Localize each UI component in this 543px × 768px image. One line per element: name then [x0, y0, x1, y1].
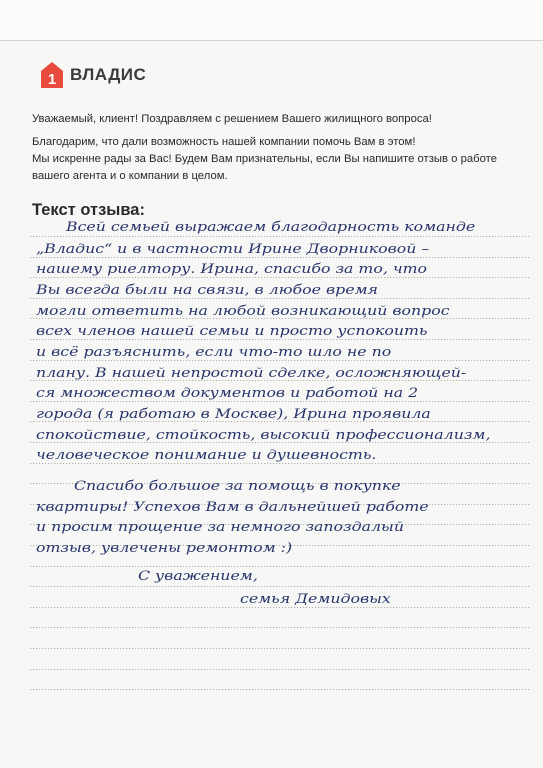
handwritten-line: всех членов нашей семьи и просто успокоить: [36, 323, 428, 338]
handwritten-line: Вы всегда были на связи, в любое время: [36, 282, 378, 297]
handwritten-line: „Владис“ и в частности Ирине Дворниковой –: [36, 241, 430, 256]
handwritten-line: плану. В нашей непростой сделке, осложняющей-: [36, 365, 467, 380]
handwritten-line: ся множеством документов и работой на 2: [36, 385, 419, 400]
handwritten-line: семья Демидовых: [240, 591, 391, 606]
handwritten-line: С уважением,: [138, 568, 258, 583]
handwritten-line: Всей семьей выражаем благодарность команде: [66, 219, 476, 234]
handwritten-line: Спасибо большое за помощь в покупке: [74, 478, 401, 493]
intro-greeting: Уважаемый, клиент! Поздравляем с решением Вашего жилищного вопроса!: [32, 113, 432, 125]
handwritten-line: и просим прощение за немного запоздалый: [36, 519, 404, 534]
handwritten-line: квартиры! Успехов Вам в дальнейшей работе: [36, 499, 429, 514]
handwritten-line: отзыв, увлечены ремонтом :): [36, 540, 293, 555]
intro-request-cont: вашего агента и о компании в целом.: [32, 170, 228, 182]
brand-name: ВЛАДИС: [70, 65, 147, 84]
intro-request: Мы искренне рады за Вас! Будем Вам признательны, если Вы напишите отзыв о работе: [32, 153, 497, 165]
review-title: Текст отзыва:: [32, 201, 145, 219]
handwritten-line: нашему риелтору. Ирина, спасибо за то, что: [36, 261, 428, 276]
intro-thanks: Благодарим, что дали возможность нашей компании помочь Вам в этом!: [32, 136, 416, 148]
handwritten-line: и всё разъяснить, если что-то шло не по: [36, 344, 392, 359]
handwritten-line: человеческое понимание и душевность.: [36, 447, 377, 462]
handwritten-line: спокойствие, стойкость, высокий профессионализм,: [36, 427, 491, 442]
handwritten-line: города (я работаю в Москве), Ирина проявила: [36, 406, 431, 421]
svg-text:1: 1: [47, 71, 57, 88]
handwritten-line: могли ответить на любой возникающий вопрос: [36, 303, 450, 318]
